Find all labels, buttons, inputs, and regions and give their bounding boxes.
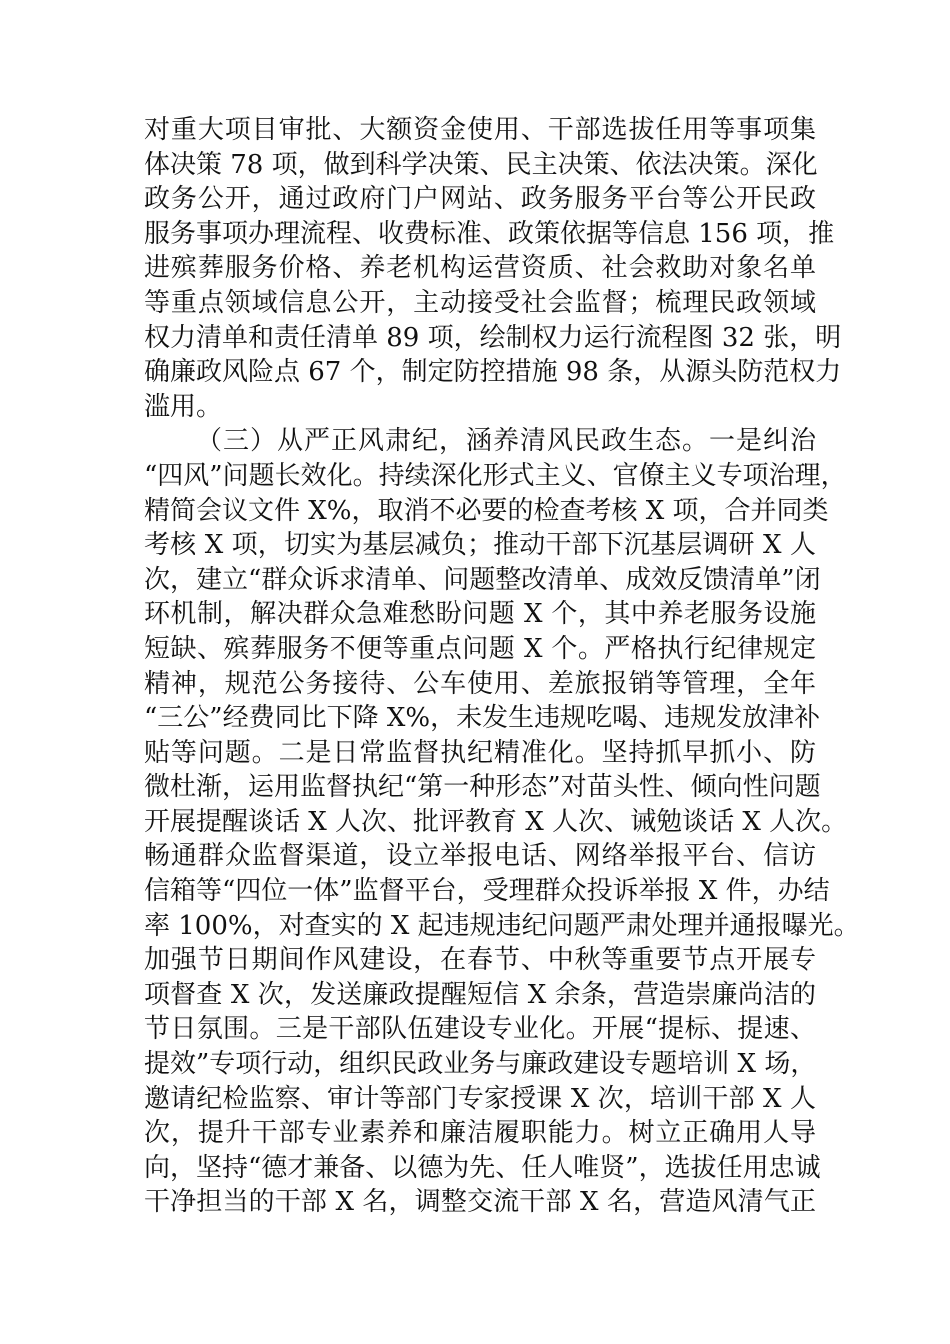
text-line: 畅通群众监督渠道，设立举报电话、网络举报平台、信访 [144, 841, 816, 872]
text-line: 次，建立“群众诉求清单、问题整改清单、成效反馈清单”闭 [144, 564, 821, 595]
text-line: 对重大项目审批、大额资金使用、干部选拔任用等事项集 [144, 115, 816, 145]
text-line: 进殡葬服务价格、养老机构运营资质、社会救助对象名单 [144, 253, 816, 284]
text-line: 贴等问题。二是日常监督执纪精准化。坚持抓早抓小、防 [144, 737, 816, 768]
text-line: 服务事项办理流程、收费标准、政策依据等信息 156 项，推 [144, 218, 835, 249]
body-text [144, 113, 860, 1220]
text-line: 滥用。 [144, 391, 223, 422]
text-line: 政务公开，通过政府门户网站、政务服务平台等公开民政 [144, 184, 816, 215]
text-line: 向，坚持“德才兼备、以德为先、任人唯贤”，选拔任用忠诚 [144, 1152, 821, 1183]
paragraph-2 [144, 424, 860, 1220]
text-line: 次，提升干部专业素养和廉洁履职能力。树立正确用人导 [144, 1118, 816, 1149]
text-line: 信箱等“四位一体”监督平台，受理群众投诉举报 X 件，办结 [144, 876, 830, 907]
text-line: 率 100%，对查实的 X 起违规违纪问题严肃处理并通报曝光。 [144, 910, 860, 941]
text-line: 项督查 X 次，发送廉政提醒短信 X 余条，营造崇廉尚洁的 [144, 979, 816, 1010]
text-line: 确廉政风险点 67 个，制定防控措施 98 条，从源头防范权力 [144, 357, 842, 388]
text-line: 精神，规范公务接待、公车使用、差旅报销等管理，全年 [144, 668, 816, 699]
text-line: 邀请纪检监察、审计等部门专家授课 X 次，培训干部 X 人 [144, 1083, 816, 1114]
text-line: 环机制，解决群众急难愁盼问题 X 个，其中养老服务设施 [144, 599, 816, 630]
text-line: 微杜渐，运用监督执纪“第一种形态”对苗头性、倾向性问题 [144, 772, 821, 803]
text-line: “三公”经费同比下降 X%，未发生违规吃喝、违规发放津补 [144, 703, 821, 734]
text-line: 体决策 78 项，做到科学决策、民主决策、依法决策。深化 [144, 149, 818, 180]
paragraph-1 [144, 113, 842, 424]
text-line: “四风”问题长效化。持续深化形式主义、官僚主义专项治理， [144, 460, 847, 491]
text-line: 权力清单和责任清单 89 项，绘制权力运行流程图 32 张，明 [144, 322, 842, 353]
text-line: 短缺、殡葬服务不便等重点问题 X 个。严格执行纪律规定 [144, 633, 816, 664]
text-line: 考核 X 项，切实为基层减负；推动干部下沉基层调研 X 人 [144, 530, 816, 561]
text-line: 等重点领域信息公开，主动接受社会监督；梳理民政领域 [144, 287, 816, 318]
text-line: 提效”专项行动，组织民政业务与廉政建设专题培训 X 场， [144, 1049, 817, 1080]
text-line: 精简会议文件 X%，取消不必要的检查考核 X 项，合并同类 [144, 495, 829, 526]
text-line: 干净担当的干部 X 名，调整交流干部 X 名，营造风清气正 [144, 1187, 816, 1218]
section-heading-line: （三）从严正风肃纪，涵养清风民政生态。一是纠治 [196, 426, 816, 457]
text-line: 节日氛围。三是干部队伍建设专业化。开展“提标、提速、 [144, 1014, 816, 1045]
text-line: 加强节日期间作风建设，在春节、中秋等重要节点开展专 [144, 945, 816, 976]
text-line: 开展提醒谈话 X 人次、批评教育 X 人次、诫勉谈话 X 人次。 [144, 806, 848, 837]
